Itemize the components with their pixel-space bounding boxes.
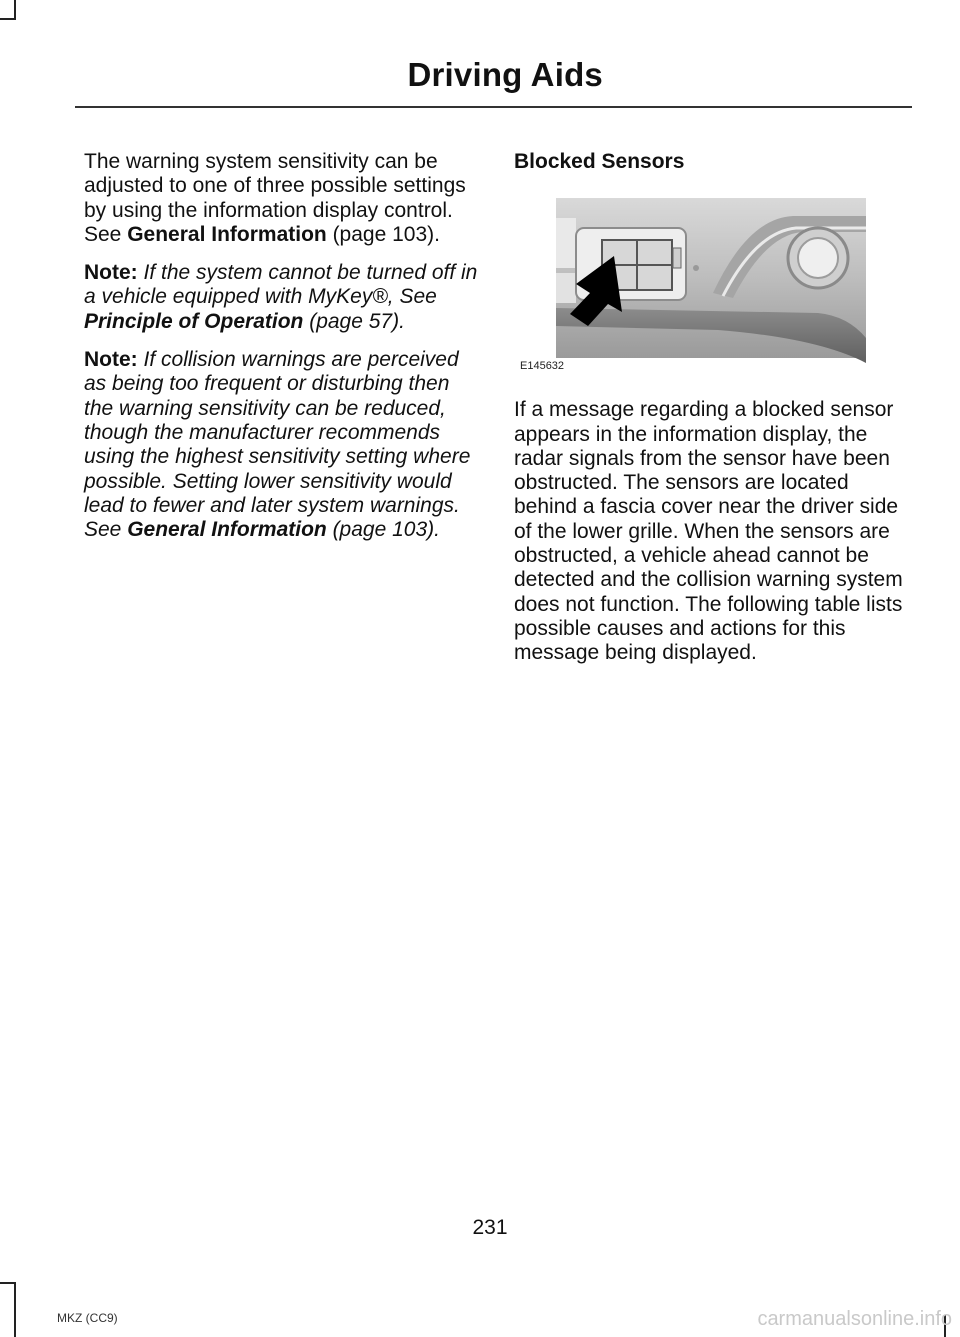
sensitivity-paragraph xyxy=(84,150,479,247)
note-text: If the system cannot be turned off in a vehicle equipped with MyKey®, See xyxy=(84,261,478,309)
page-reference: (page 103). xyxy=(326,222,440,246)
watermark: carmanualsonline.info xyxy=(757,1308,952,1330)
crop-mark xyxy=(14,1282,16,1337)
cross-reference-link[interactable]: General Information xyxy=(127,222,327,246)
page-reference: (page 103). xyxy=(326,518,440,542)
page-number: 231 xyxy=(472,1216,508,1239)
section-heading: Blocked Sensors xyxy=(514,150,685,173)
note-label: Note: xyxy=(84,348,138,372)
page-title: Driving Aids xyxy=(407,56,603,93)
right-column xyxy=(514,150,910,680)
grille-sensor-drawing xyxy=(518,198,866,378)
header-divider xyxy=(75,106,912,108)
note-label: Note: xyxy=(84,261,138,285)
cross-reference-link[interactable]: General Information xyxy=(127,518,327,542)
note-mykey xyxy=(84,261,479,334)
crop-mark xyxy=(14,0,16,20)
blocked-sensor-paragraph: If a message regarding a blocked sensor appears in the information display, the radar signals from the sensor have been obstructed. The sensors are located behind a fascia cover near the driver side of the lower grille. When the sensors are obstructed, a vehicle ahead cannot be detected and the collision warning system does not function. The following table lists possible causes and actions for this message being displayed. xyxy=(514,398,903,665)
blocked-sensor-illustration xyxy=(518,198,866,378)
crop-mark xyxy=(0,18,16,20)
model-code: MKZ (CC9) xyxy=(57,1311,118,1325)
cross-reference-link[interactable]: Principle of Operation xyxy=(84,309,304,333)
note-text: If collision warnings are perceived as being too frequent or disturbing then the warning sensitivity can be reduced, though the manufacturer recommends using the highest sensitivity setting where possible. Setting lower sensitivity would lead to fewer and later system warnings. See xyxy=(84,348,471,542)
crop-mark xyxy=(0,1282,16,1284)
figure-code: E145632 xyxy=(520,360,565,372)
left-column xyxy=(84,150,479,556)
note-sensitivity xyxy=(84,348,479,542)
paragraph-text: The warning system sensitivity can be adjusted to one of three possible settings by using the information display control. See xyxy=(84,150,466,246)
page-reference: (page 57). xyxy=(303,309,405,333)
